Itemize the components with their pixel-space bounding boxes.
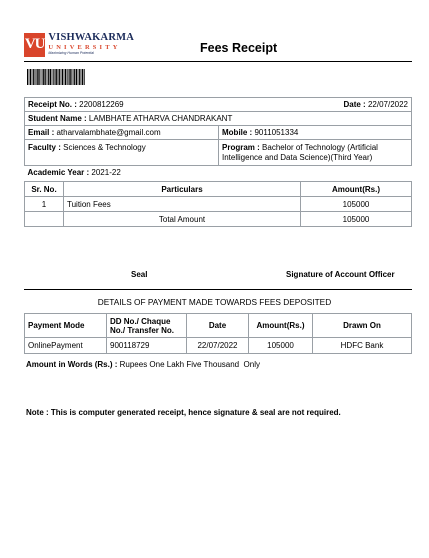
- receipt-row: [25, 98, 412, 112]
- faculty-row: [25, 140, 412, 166]
- col-payment-mode: Payment Mode: [25, 314, 107, 338]
- total-row: [25, 212, 412, 227]
- total-amount: 105000: [301, 212, 412, 227]
- email-value: atharvalambhate@gmail.com: [56, 128, 161, 137]
- amount-in-words-label: Amount in Words (Rs.) :: [26, 360, 118, 369]
- logo-name: VISHWAKARMA: [48, 32, 134, 44]
- payment-table: [24, 313, 412, 354]
- col-reference-line1: DD No./ Chaque: [110, 316, 171, 326]
- student-cell: [25, 112, 412, 126]
- col-reference-line2: No./ Transfer No.: [110, 325, 175, 335]
- faculty-value: Sciences & Technology: [63, 143, 146, 152]
- receipt-no-cell: [25, 98, 219, 112]
- header-divider: [24, 61, 412, 62]
- col-reference: [107, 314, 187, 338]
- payment-drawn-on: HDFC Bank: [313, 338, 412, 354]
- date-cell: [219, 98, 412, 112]
- logo-sub: UNIVERSITY: [48, 43, 121, 51]
- date-label: Date :: [343, 100, 366, 109]
- particulars-header-row: [25, 182, 412, 197]
- barcode: [27, 69, 106, 85]
- logo-text: [48, 33, 134, 56]
- student-row: [25, 112, 412, 126]
- faculty-label: Faculty :: [28, 143, 61, 152]
- receipt-no-value: 2200812269: [79, 100, 124, 109]
- mobile-cell: [219, 126, 412, 140]
- payment-date: 22/07/2022: [187, 338, 249, 354]
- mobile-value: 9011051334: [254, 128, 299, 137]
- payment-details-title: DETAILS OF PAYMENT MADE TOWARDS FEES DEPOSITED: [97, 297, 332, 307]
- row-amount: 105000: [301, 197, 412, 212]
- year-value: 2021-22: [91, 168, 121, 178]
- col-drawn-on: Drawn On: [313, 314, 412, 338]
- logo-mark: VU: [24, 33, 45, 57]
- officer-signature-label: Signature of Account Officer: [286, 270, 395, 279]
- program-cell: [219, 140, 412, 166]
- payment-amount: 105000: [249, 338, 313, 354]
- student-label: Student Name :: [28, 114, 87, 123]
- faculty-cell: [25, 140, 219, 166]
- receipt-info-table: [24, 97, 412, 180]
- year-label: Academic Year :: [27, 168, 90, 178]
- payment-header-row: [25, 314, 412, 338]
- section-divider: [24, 289, 412, 290]
- email-label: Email :: [28, 128, 55, 137]
- table-row: [25, 338, 412, 354]
- receipt-no-label: Receipt No. :: [28, 100, 77, 109]
- row-particular: Tuition Fees: [64, 197, 301, 212]
- program-line1: Bachelor of Technology (Artificial: [262, 142, 378, 152]
- col-payment-amount: Amount(Rs.): [249, 314, 313, 338]
- col-particulars: Particulars: [64, 182, 301, 197]
- amount-in-words-value: Rupees One Lakh Five Thousand Only: [117, 360, 261, 369]
- payment-reference: 900118729: [107, 338, 187, 354]
- program-label: Program :: [222, 142, 260, 152]
- seal-label: Seal: [131, 270, 148, 279]
- total-blank: [25, 212, 64, 227]
- date-value: 22/07/2022: [367, 100, 408, 109]
- receipt-note: Note : This is computer generated receipt, hence signature & seal are not required.: [26, 408, 341, 417]
- payment-mode: OnlinePayment: [25, 338, 107, 354]
- row-sr-no: 1: [25, 197, 64, 212]
- particulars-table: [24, 181, 412, 227]
- page-title: Fees Receipt: [200, 41, 278, 55]
- col-sr-no: Sr. No.: [25, 182, 64, 197]
- amount-in-words: [26, 360, 260, 369]
- col-date: Date: [187, 314, 249, 338]
- student-name: LAMBHATE ATHARVA CHANDRAKANT: [88, 114, 233, 123]
- contact-row: [25, 126, 412, 140]
- table-row: [25, 197, 412, 212]
- program-line2: Intelligence and Data Science)(Third Year): [222, 152, 373, 162]
- university-logo: [24, 31, 134, 58]
- year-row: [25, 166, 412, 180]
- email-cell: [25, 126, 219, 140]
- year-cell: [25, 166, 412, 180]
- logo-tagline: Maximizing Human Potential: [48, 51, 94, 56]
- col-amount: Amount(Rs.): [301, 182, 412, 197]
- mobile-label: Mobile :: [222, 128, 253, 137]
- total-label: Total Amount: [64, 212, 301, 227]
